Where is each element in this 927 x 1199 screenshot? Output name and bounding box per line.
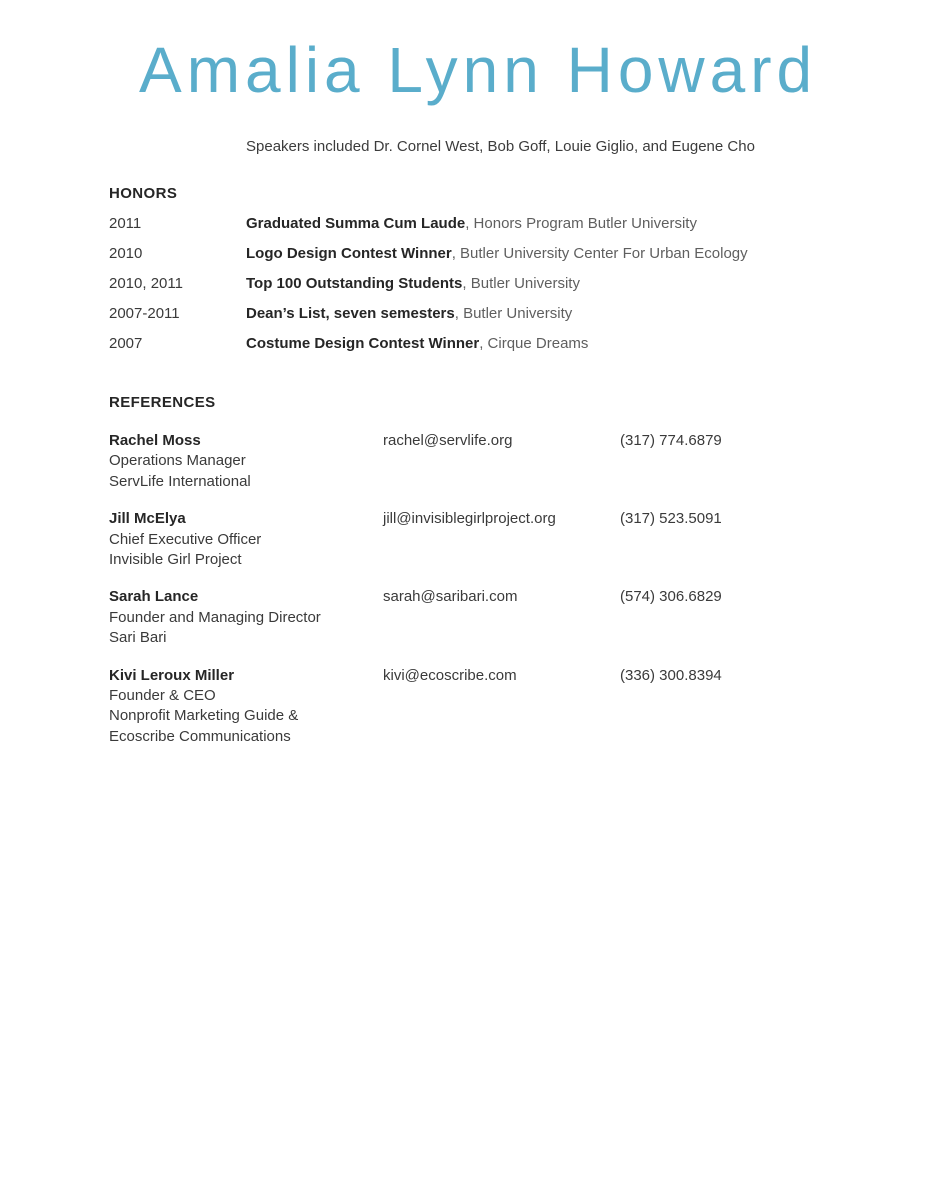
references-list [109,431,877,747]
reference-email: kivi@ecoscribe.com [383,666,517,684]
honor-award: Top 100 Outstanding Students [246,275,463,292]
page-title: Amalia Lynn Howard [139,34,818,106]
honors-list [109,214,877,354]
references-heading: REFERENCES [109,394,216,411]
reference-detail-line: Nonprofit Marketing Guide & [109,707,299,725]
reference-detail-line: Chief Executive Officer [109,530,262,548]
reference-detail-lines [109,451,383,492]
honor-award: Graduated Summa Cum Laude [246,215,466,232]
honor-detail: , Butler University [462,275,580,292]
reference-detail-line: Sari Bari [109,629,167,647]
honor-years: 2010, 2011 [109,275,183,292]
reference-name: Sarah Lance [109,588,199,606]
reference-phone: (317) 523.5091 [620,510,722,528]
honor-award: Dean’s List, seven semesters [246,305,455,322]
reference-person [109,431,383,492]
reference-row [109,509,877,570]
honor-award: Costume Design Contest Winner [246,335,480,352]
honor-row [109,334,877,354]
honor-years: 2010 [109,245,143,262]
reference-detail-line: Founder and Managing Director [109,608,321,626]
honor-text [246,214,877,234]
honor-row [109,214,877,234]
reference-detail-lines [109,608,383,649]
honor-text [246,274,877,294]
reference-row [109,587,877,648]
honor-award: Logo Design Contest Winner [246,245,452,262]
honor-row [109,304,877,324]
reference-detail-lines [109,686,383,747]
reference-row [109,666,877,748]
reference-detail-line: Invisible Girl Project [109,551,242,569]
honor-detail: , Honors Program Butler University [465,215,697,232]
honor-text [246,244,877,264]
reference-detail-line: Ecoscribe Communications [109,727,291,745]
reference-phone: (336) 300.8394 [620,666,722,684]
reference-name: Kivi Leroux Miller [109,666,235,684]
reference-email: sarah@saribari.com [383,588,518,606]
honor-years: 2007-2011 [109,305,180,322]
honor-years: 2011 [109,215,142,232]
honor-detail: , Butler University [454,305,573,322]
reference-name: Rachel Moss [109,432,201,449]
honor-row [109,244,877,264]
honor-detail: , Cirque Dreams [479,335,589,352]
reference-phone: (317) 774.6879 [620,432,722,449]
reference-person [109,666,383,748]
honor-text [246,334,877,354]
honor-row [109,274,877,294]
honor-text [246,304,877,324]
reference-detail-line: Founder & CEO [109,687,216,705]
reference-detail-line: Operations Manager [109,452,246,470]
honors-heading: HONORS [109,185,178,202]
reference-email: jill@invisiblegirlproject.org [383,510,556,528]
reference-row [109,431,877,492]
reference-phone: (574) 306.6829 [620,588,722,606]
reference-detail-line: ServLife International [109,472,251,490]
reference-name: Jill McElya [109,510,186,528]
reference-detail-lines [109,530,383,571]
intro-carryover-line: Speakers included Dr. Cornel West, Bob Goff, Louie Giglio, and Eugene Cho [246,138,755,155]
reference-person [109,509,383,570]
honor-detail: , Butler University Center For Urban Ecology [451,245,748,262]
reference-person [109,587,383,648]
honor-years: 2007 [109,335,143,352]
reference-email: rachel@servlife.org [383,432,513,449]
